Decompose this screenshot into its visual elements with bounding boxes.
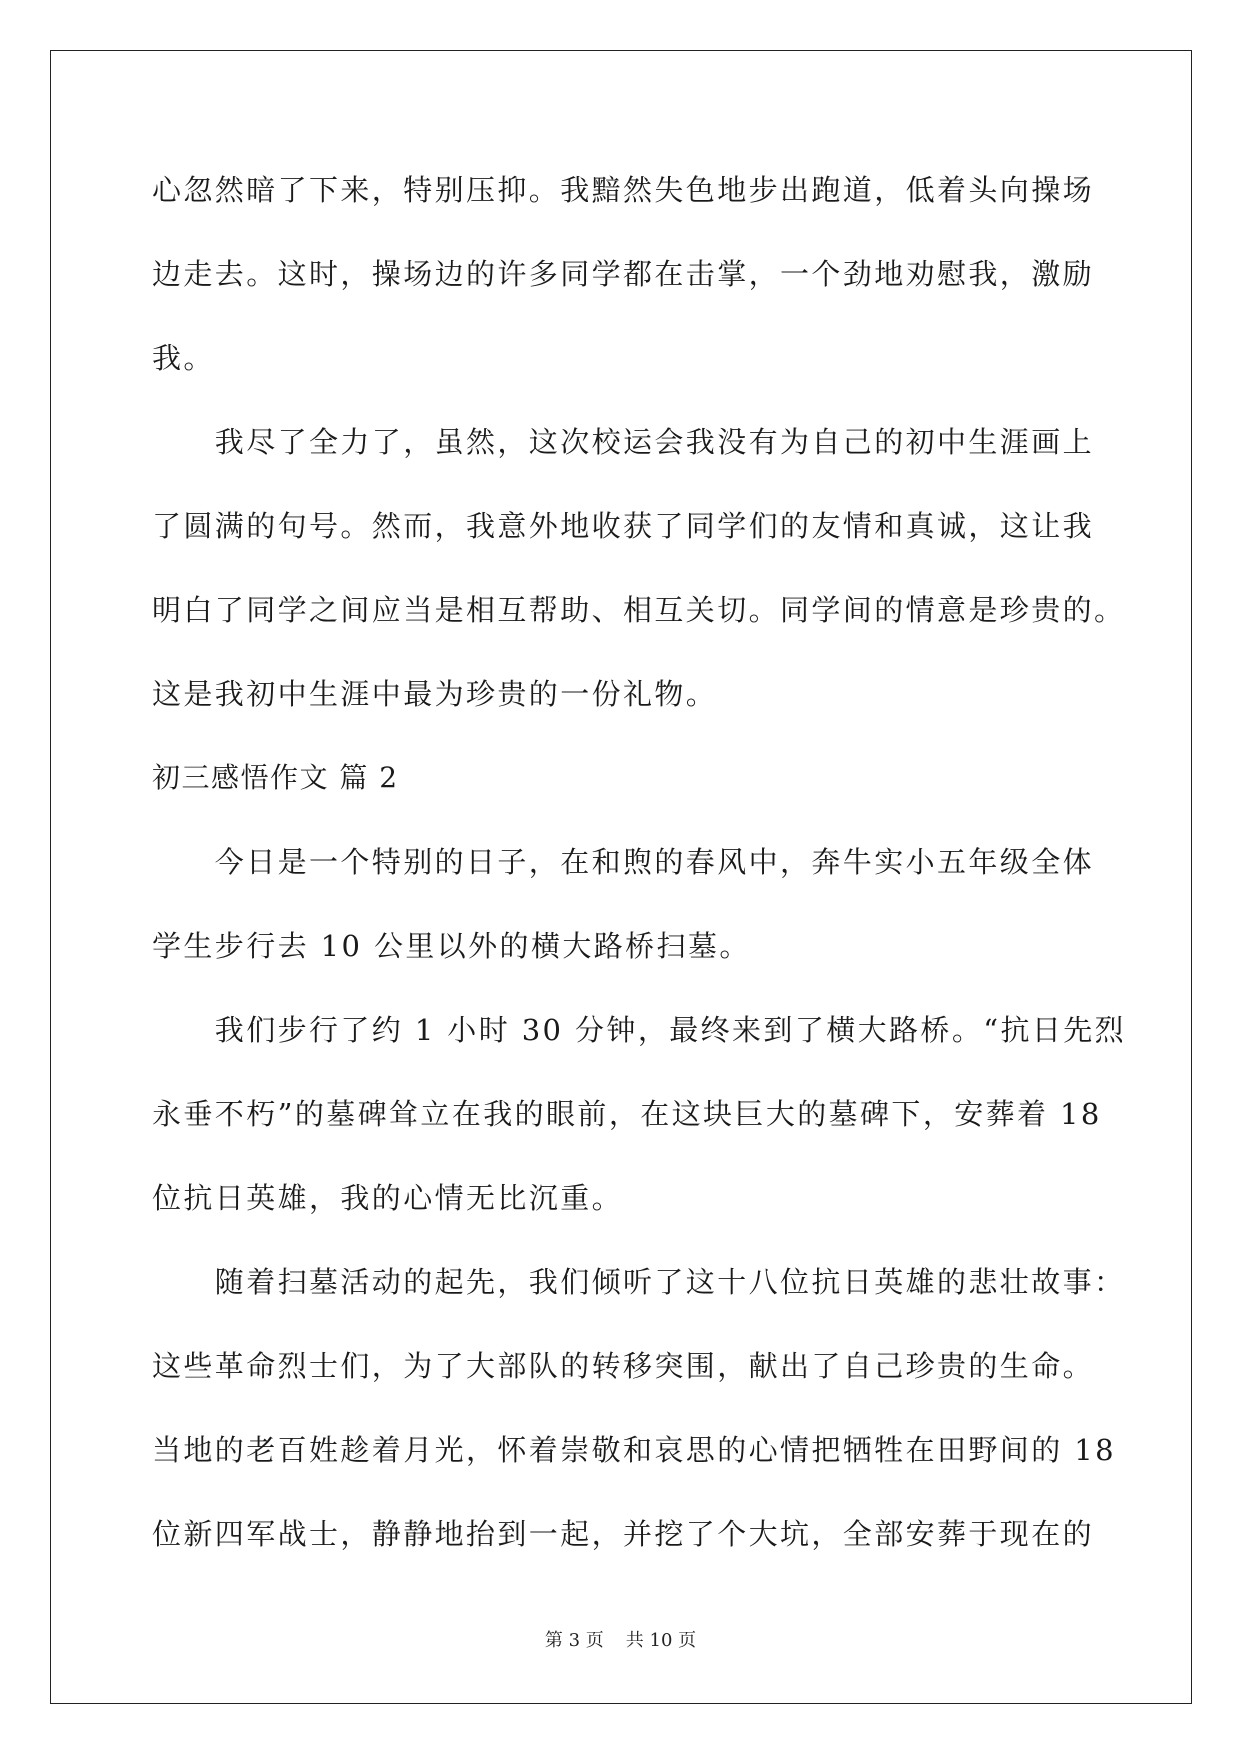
paragraph-line: 我们步行了约 1 小时 30 分钟，最终来到了横大路桥。“抗日先烈 (152, 1013, 1127, 1047)
paragraph-line: 明白了同学之间应当是相互帮助、相互关切。同学间的情意是珍贵的。 (152, 593, 1126, 627)
paragraph-line: 位新四军战士，静静地抬到一起，并挖了个大坑，全部安葬于现在的 (152, 1517, 1095, 1551)
paragraph-line: 这是我初中生涯中最为珍贵的一份礼物。 (152, 677, 718, 711)
paragraph-line: 位抗日英雄，我的心情无比沉重。 (152, 1181, 624, 1215)
paragraph-line: 学生步行去 10 公里以外的横大路桥扫墓。 (152, 929, 751, 963)
page-total: 共 10 页 (625, 1630, 697, 1651)
paragraph-line: 了圆满的句号。然而，我意外地收获了同学们的友情和真诚，这让我 (152, 509, 1095, 543)
paragraph-line: 这些革命烈士们，为了大部队的转移突围，献出了自己珍贵的生命。 (152, 1349, 1095, 1383)
paragraph-line: 永垂不朽”的墓碑耸立在我的眼前，在这块巨大的墓碑下，安葬着 18 (152, 1097, 1102, 1131)
paragraph-line: 随着扫墓活动的起先，我们倾听了这十八位抗日英雄的悲壮故事： (152, 1265, 1126, 1299)
paragraph-line: 我尽了全力了，虽然，这次校运会我没有为自己的初中生涯画上 (152, 425, 1095, 459)
paragraph-line: 今日是一个特别的日子，在和煦的春风中，奔牛实小五年级全体 (152, 845, 1095, 879)
paragraph-line: 边走去。这时，操场边的许多同学都在击掌，一个劲地劝慰我，激励 (152, 257, 1095, 291)
page-footer (0, 1626, 1241, 1652)
section-heading: 初三感悟作文 篇 2 (152, 761, 399, 794)
document-body (152, 148, 1127, 1576)
paragraph-line: 当地的老百姓趁着月光，怀着崇敬和哀思的心情把牺牲在田野间的 18 (152, 1433, 1116, 1467)
paragraph-line: 我。 (152, 341, 215, 375)
page-number: 第 3 页 (544, 1630, 604, 1651)
paragraph-line: 心忽然暗了下来，特别压抑。我黯然失色地步出跑道，低着头向操场 (152, 173, 1095, 207)
